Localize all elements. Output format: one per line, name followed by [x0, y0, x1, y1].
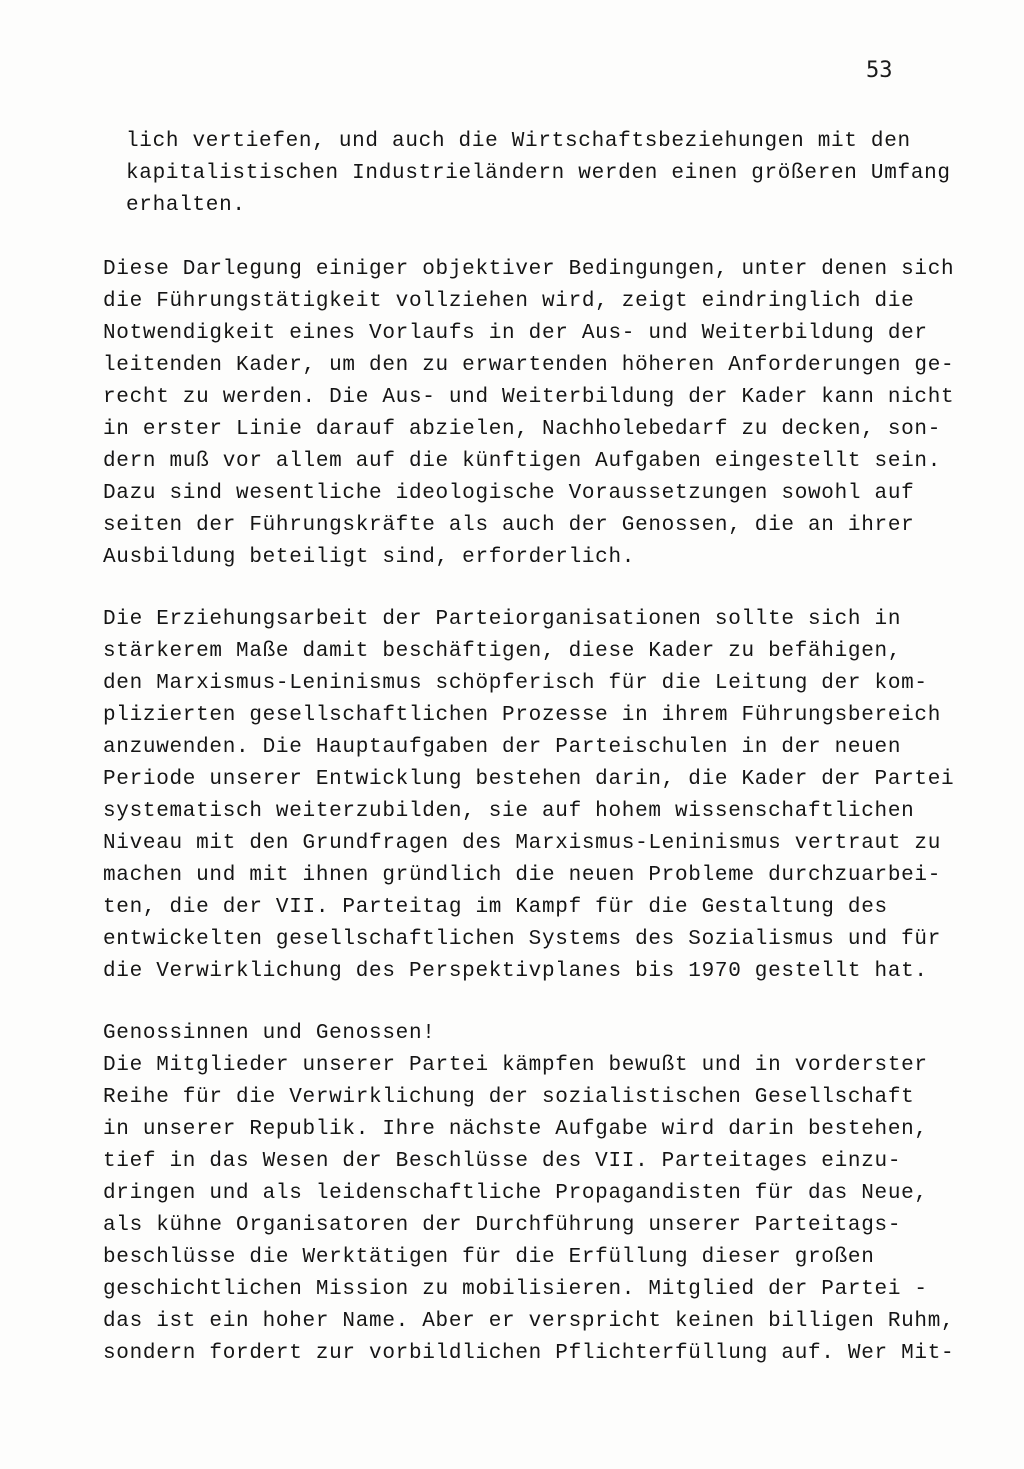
- text-line: ten, die der VII. Parteitag im Kampf für die Gestaltung des: [103, 896, 888, 919]
- text-line: die Verwirklichung des Perspektivplanes bis 1970 gestellt hat.: [103, 960, 928, 983]
- text-line: entwickelten gesellschaftlichen Systems des Sozialismus und für: [103, 928, 942, 951]
- text-line: erhalten.: [126, 194, 246, 217]
- text-line: systematisch weiterzubilden, sie auf hohem wissenschaftlichen: [103, 800, 915, 823]
- text-line: Niveau mit den Grundfragen des Marxismus-Leninismus vertraut zu: [103, 832, 942, 855]
- text-line: Die Mitglieder unserer Partei kämpfen bewußt und in vorderster: [103, 1054, 928, 1077]
- text-line: Notwendigkeit eines Vorlaufs in der Aus- und Weiterbildung der: [103, 322, 928, 345]
- text-line: Ausbildung beteiligt sind, erforderlich.: [103, 546, 636, 569]
- text-line: sondern fordert zur vorbildlichen Pflichterfüllung auf. Wer Mit-: [103, 1342, 955, 1365]
- text-line: Die Erziehungsarbeit der Parteiorganisationen sollte sich in: [103, 608, 902, 631]
- text-line: machen und mit ihnen gründlich die neuen Probleme durchzuarbei-: [103, 864, 942, 887]
- text-line: dringen und als leidenschaftliche Propagandisten für das Neue,: [103, 1182, 928, 1205]
- text-line: Periode unserer Entwicklung bestehen darin, die Kader der Partei: [103, 768, 955, 791]
- text-line: leitenden Kader, um den zu erwartenden höheren Anforderungen ge-: [103, 354, 955, 377]
- text-line: das ist ein hoher Name. Aber er verspricht keinen billigen Ruhm,: [103, 1310, 955, 1333]
- text-line: Reihe für die Verwirklichung der sozialistischen Gesellschaft: [103, 1086, 915, 1109]
- text-line: Genossinnen und Genossen!: [103, 1022, 436, 1045]
- text-line: dern muß vor allem auf die künftigen Aufgaben eingestellt sein.: [103, 450, 942, 473]
- text-line: die Führungstätigkeit vollziehen wird, zeigt eindringlich die: [103, 290, 915, 313]
- text-line: anzuwenden. Die Hauptaufgaben der Parteischulen in der neuen: [103, 736, 902, 759]
- text-line: geschichtlichen Mission zu mobilisieren. Mitglied der Partei -: [103, 1278, 928, 1301]
- page-number: 53: [866, 58, 893, 83]
- text-line: recht zu werden. Die Aus- und Weiterbildung der Kader kann nicht: [103, 386, 955, 409]
- text-line: beschlüsse die Werktätigen für die Erfüllung dieser großen: [103, 1246, 875, 1269]
- text-line: in unserer Republik. Ihre nächste Aufgabe wird darin bestehen,: [103, 1118, 928, 1141]
- text-line: lich vertiefen, und auch die Wirtschaftsbeziehungen mit den: [126, 130, 911, 153]
- text-line: seiten der Führungskräfte als auch der Genossen, die an ihrer: [103, 514, 915, 537]
- text-line: Diese Darlegung einiger objektiver Bedingungen, unter denen sich: [103, 258, 955, 281]
- text-line: plizierten gesellschaftlichen Prozesse in ihrem Führungsbereich: [103, 704, 942, 727]
- text-line: den Marxismus-Leninismus schöpferisch für die Leitung der kom-: [103, 672, 928, 695]
- text-line: als kühne Organisatoren der Durchführung unserer Parteitags-: [103, 1214, 902, 1237]
- text-line: in erster Linie darauf abzielen, Nachholebedarf zu decken, son-: [103, 418, 942, 441]
- text-line: stärkerem Maße damit beschäftigen, diese Kader zu befähigen,: [103, 640, 902, 663]
- text-line: Dazu sind wesentliche ideologische Voraussetzungen sowohl auf: [103, 482, 915, 505]
- text-line: kapitalistischen Industrieländern werden einen größeren Umfang: [126, 162, 951, 185]
- text-line: tief in das Wesen der Beschlüsse des VII. Parteitages einzu-: [103, 1150, 902, 1173]
